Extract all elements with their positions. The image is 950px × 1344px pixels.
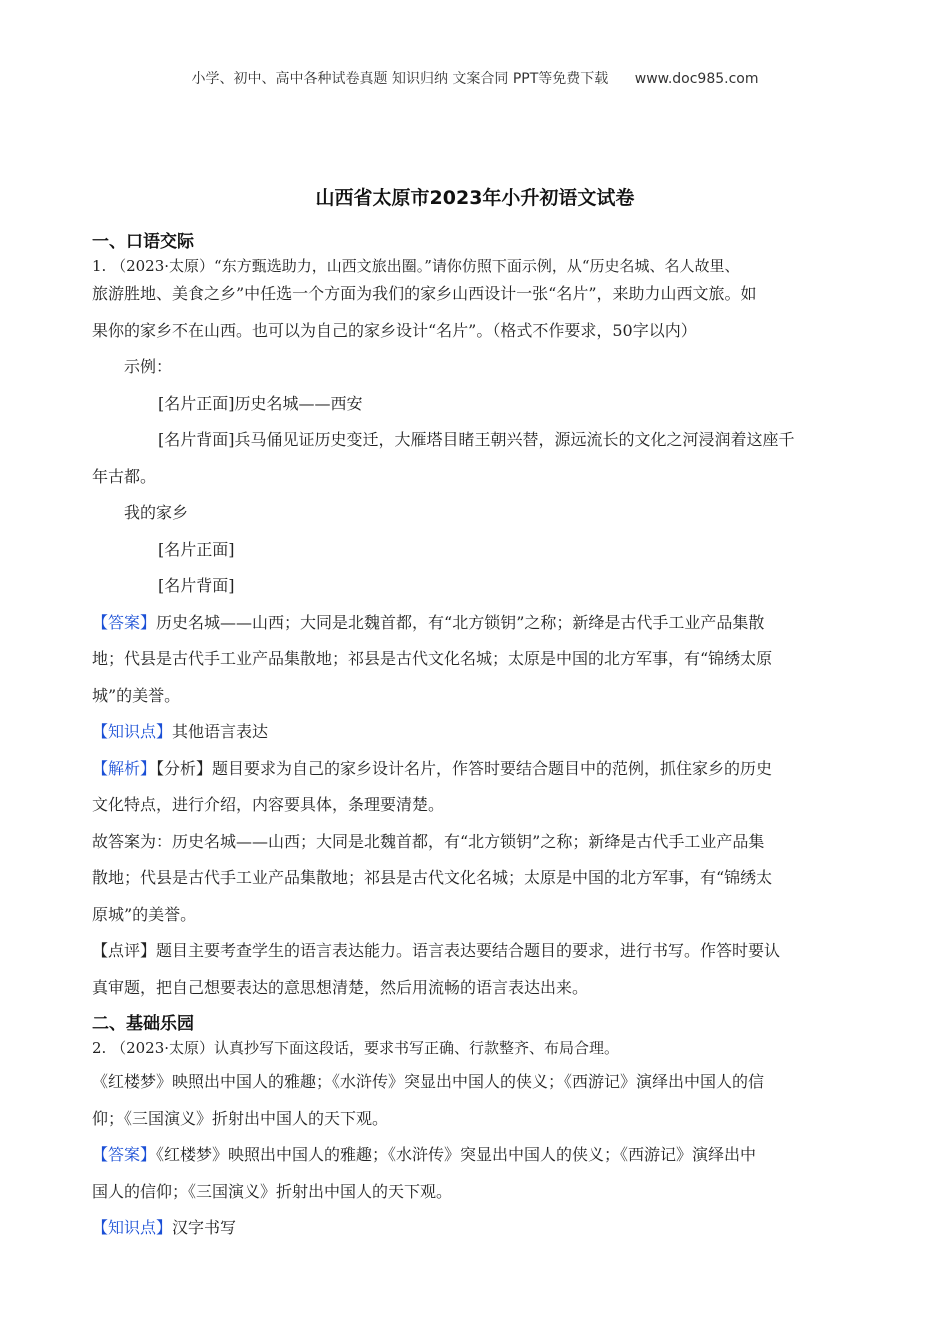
answer-text: 《红楼梦》映照出中国人的雅趣；《水浒传》突显出中国人的侠义；《西游记》演绎出中	[156, 1145, 757, 1164]
kp-text: 汉字书写	[172, 1218, 237, 1237]
question-text: 2. （2023·太原）认真抄写下面这段话，要求书写正确、行款整齐、布局合理。	[92, 1039, 620, 1057]
example-front: [名片正面]历史名城——西安	[158, 393, 363, 413]
answer-line	[92, 1137, 852, 1174]
knowledge-point	[92, 714, 852, 751]
passage-text: 《红楼梦》映照出中国人的雅趣；《水浒传》突显出中国人的侠义；《西游记》演绎出中国人的信	[92, 1072, 765, 1091]
header-site[interactable]: www.doc985.com	[634, 71, 759, 87]
header-text: 小学、初中、高中各种试卷真题 知识归纳 文案合同 PPT等免费下载	[191, 71, 609, 87]
passage-text: 仰；《三国演义》折射出中国人的天下观。	[92, 1108, 389, 1128]
question-text: 旅游胜地、美食之乡”中任选一个方面为我们的家乡山西设计一张“名片”，来助力山西文旅。如	[92, 284, 757, 303]
conclusion-text: 故答案为：历史名城——山西；大同是北魏首都，有“北方锁钥”之称；新绛是古代手工业产品集	[92, 831, 765, 851]
answer-text: 历史名城——山西；大同是北魏首都，有“北方锁钥”之称；新绛是古代手工业产品集散	[156, 612, 765, 632]
analysis-text: 文化特点，进行介绍，内容要具体，条理要清楚。	[92, 795, 445, 814]
answer-text: 国人的信仰；《三国演义》折射出中国人的天下观。	[92, 1181, 453, 1201]
example-back: 年古都。	[92, 466, 157, 486]
analysis-text: 【分析】题目要求为自己的家乡设计名片，作答时要结合题目中的范例，抓住家乡的历史	[156, 758, 773, 778]
conclusion-text: 散地；代县是古代手工业产品集散地；祁县是古代文化名城；太原是中国的北方军事，有“锦绣太	[92, 868, 773, 887]
example-back: [名片背面]兵马俑见证历史变迁，大雁塔目睹王朝兴替，源远流长的文化之河浸润着这座千	[158, 430, 795, 449]
comment-text: 【点评】题目主要考查学生的语言表达能力。语言表达要结合题目的要求，进行书写。作答时要认	[92, 941, 781, 960]
answer-text: 地；代县是古代手工业产品集散地；祁县是古代文化名城；太原是中国的北方军事，有“锦绣太原	[92, 649, 773, 668]
answer-line	[92, 605, 852, 642]
section-heading: 二、基础乐园	[92, 1014, 194, 1034]
kp-tag: 【知识点】	[92, 722, 173, 741]
kp-tag: 【知识点】	[92, 1218, 173, 1237]
document-body	[92, 230, 852, 1247]
back-blank: [名片背面]	[158, 576, 235, 595]
answer-tag: 【答案】	[92, 1145, 157, 1164]
example-label: 示例：	[124, 357, 173, 376]
conclusion-text: 原城”的美誉。	[92, 904, 197, 924]
answer-tag: 【答案】	[92, 612, 157, 632]
analysis-line	[92, 751, 852, 788]
question-text: 1. （2023·太原）“东方甄选助力，山西文旅出圈。”请你仿照下面示例，从“历史名城、名人故里、	[92, 257, 740, 275]
knowledge-point	[92, 1210, 852, 1247]
page-header	[0, 68, 950, 88]
answer-text: 城”的美誉。	[92, 685, 181, 705]
analysis-tag: 【解析】	[92, 758, 157, 778]
comment-text: 真审题，把自己想要表达的意思想清楚，然后用流畅的语言表达出来。	[92, 977, 589, 997]
question-text: 果你的家乡不在山西。也可以为自己的家乡设计“名片”。（格式不作要求，50字以内）	[92, 320, 697, 340]
front-blank: [名片正面]	[158, 539, 235, 559]
section-heading: 一、口语交际	[92, 232, 194, 252]
my-home-label: 我的家乡	[124, 503, 189, 522]
kp-text: 其他语言表达	[172, 722, 269, 741]
page-title: 山西省太原市2023年小升初语文试卷	[315, 187, 635, 209]
